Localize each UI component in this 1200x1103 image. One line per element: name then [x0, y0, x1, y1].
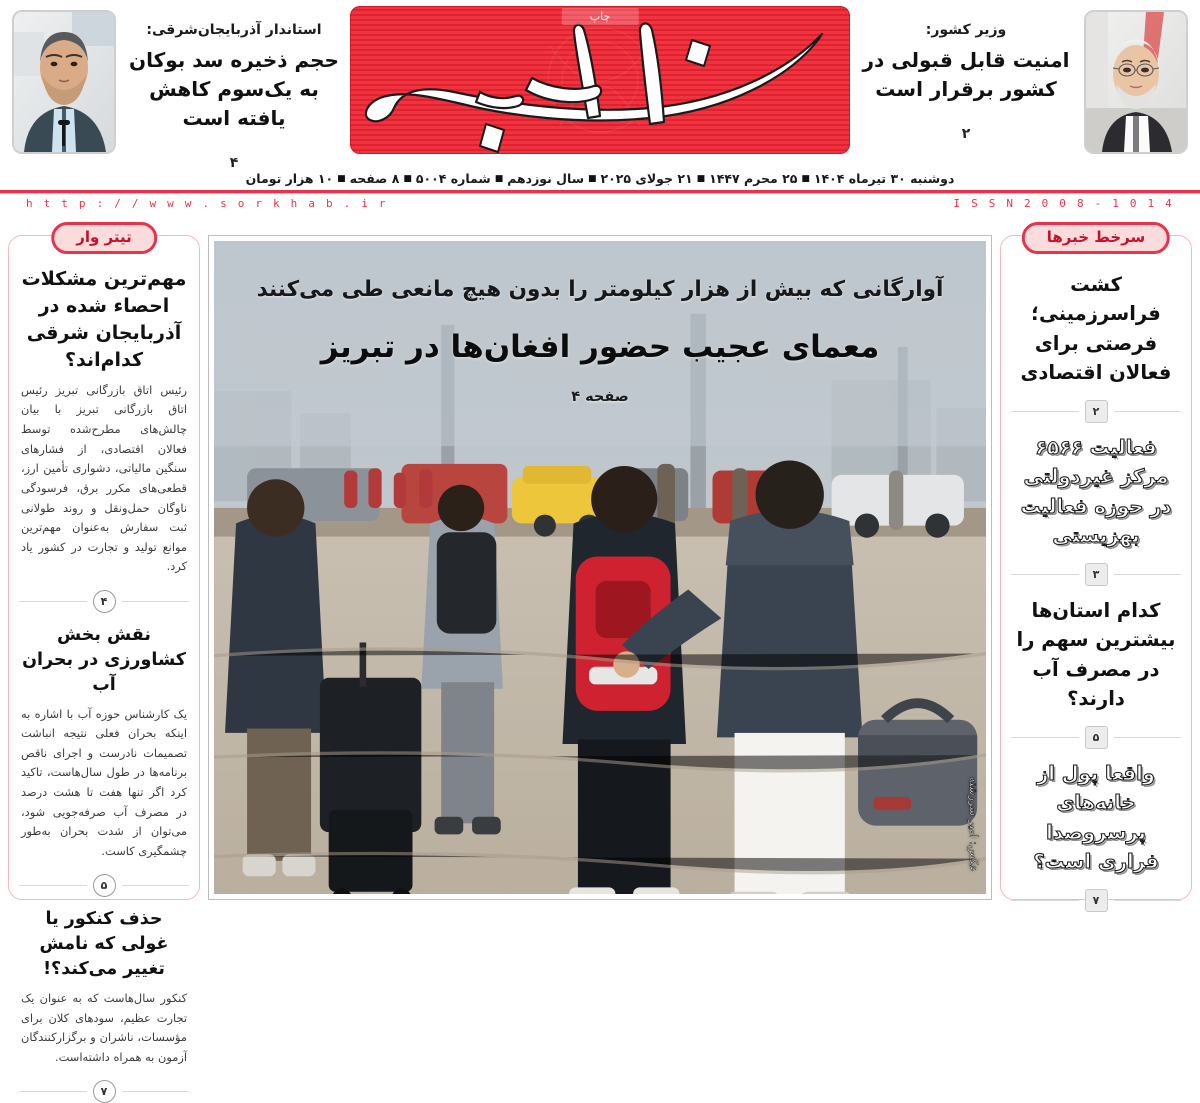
titervar-item-headline[interactable]: حذف کنکور یا غولی که نامش تغییر می‌کند؟! [39, 909, 169, 980]
headline-item-title[interactable]: فعالیت ۶۵۶۶ مرکز غیردولتی در حوزه فعالیت بهزیستی [1020, 436, 1172, 547]
header-right-page-number: ۲ [961, 126, 971, 142]
headline-item-title[interactable]: کشت فراسرزمینی؛ فرصتی برای فعالان اقتصادی [1020, 273, 1172, 384]
main-photo[interactable] [214, 241, 986, 894]
main-story-kicker: آوارگانی که بیش از هزار کیلومتر را بدون هیچ مانعی طی می‌کنند [256, 277, 944, 302]
section-divider [1011, 563, 1181, 586]
section-divider [19, 1080, 189, 1103]
header-left-kicker: استاندار آذربایجان‌شرقی: [146, 22, 322, 38]
section-divider [1011, 889, 1181, 912]
date-separator: ■ [494, 174, 504, 184]
titervar-item-headline[interactable]: مهم‌ترین مشکلات احصاء شده در آذربایجان شرقی کدام‌اند؟ [21, 268, 187, 371]
headlines-card [1000, 228, 1192, 907]
main-story-overlay [214, 275, 986, 405]
header-right-text [860, 10, 1072, 142]
page-header [0, 0, 1200, 171]
main-story-headline[interactable]: معمای عجیب حضور افغان‌ها در تبریز [320, 329, 880, 366]
left-sidebar-column [8, 222, 200, 1099]
section-divider [19, 874, 189, 897]
headline-item-title[interactable]: کدام استان‌ها بیشترین سهم را در مصرف آب دارند؟ [1016, 599, 1176, 710]
page-number-chip[interactable]: ۴ [93, 590, 116, 613]
logo-tagline: چاپ [562, 8, 639, 25]
date-separator: ■ [588, 174, 597, 184]
date-part: ۸ صفحه [349, 171, 400, 186]
titervar-item-headline[interactable]: نقش بخش کشاورزی در بحران آب [22, 624, 186, 695]
main-story-column [208, 222, 992, 900]
header-right-title[interactable]: امنیت قابل قبولی در کشور برقرار است [862, 48, 1070, 101]
issue-date-line [0, 168, 1200, 190]
titervar-badge: تیتر وار [51, 222, 157, 254]
page-number-chip[interactable]: ۵ [93, 874, 116, 897]
titervar-card [8, 228, 200, 1099]
titervar-item[interactable] [19, 266, 189, 577]
page-number-chip[interactable]: ۳ [1085, 563, 1108, 586]
date-separator: ■ [696, 174, 706, 184]
header-right-kicker: وزیر کشور: [925, 22, 1007, 38]
section-divider [1011, 726, 1181, 749]
headlines-badge: سرخط خبرها [1022, 222, 1170, 254]
website-url[interactable]: h t t p : / / w w w . s o r k h a b . i r [26, 197, 388, 210]
right-sidebar-column [1000, 222, 1192, 907]
date-part: شماره ۵۰۰۴ [415, 171, 491, 186]
headline-item[interactable] [1011, 270, 1181, 387]
section-divider [19, 590, 189, 613]
date-separator: ■ [801, 174, 810, 184]
header-left-page-number: ۴ [229, 155, 239, 171]
date-separator: ■ [403, 174, 412, 184]
governor-portrait-photo [12, 10, 116, 154]
headlines-list [1011, 270, 1181, 912]
page-number-chip[interactable]: ۷ [1085, 889, 1108, 912]
main-story-page-ref: صفحه ۴ [571, 388, 629, 405]
masthead [340, 0, 860, 154]
website-issn-bar [0, 194, 1200, 214]
headline-item-title[interactable]: واقعا پول از خانه‌های پرسروصدا فراری است؟ [1033, 762, 1159, 873]
section-divider [1011, 400, 1181, 423]
minister-portrait-photo [1084, 10, 1188, 154]
date-separator: ■ [337, 174, 346, 184]
date-part: ۲۵ محرم ۱۴۴۷ [709, 171, 798, 186]
titervar-item[interactable] [19, 907, 189, 1067]
issn-number: I S S N 2 0 0 8 - 1 0 1 4 [953, 197, 1174, 210]
main-photo-frame [208, 235, 992, 900]
date-part: سال نوزدهم [507, 171, 584, 186]
headline-item[interactable] [1011, 596, 1181, 713]
photo-credit: عکس: امیر سررشته [967, 777, 980, 872]
header-left-block [0, 0, 340, 171]
page-number-chip[interactable]: ۲ [1085, 400, 1108, 423]
titervar-item-body: رئیس اتاق بازرگانی تبریز رئیس اتاق بازرگانی تبریز با بیان چالش‌های مطرح‌شده توسط فعالان اقتصادی، از فشارهای سنگین مالیاتی، دشواری تأمین ارز، قطعی‌های مکرر برق، فرسودگی ناوگان حمل‌ونقل و روند طولانی ثبت سفارش به‌عنوان مهم‌ترین موانع تولید و تجارت در کشور یاد کرد. [21, 382, 187, 574]
date-part: ۲۱ جولای ۲۰۲۵ [600, 171, 693, 186]
titervar-item-body: کنکور سال‌هاست که به عنوان یک تجارت عظیم، سودهای کلان برای مؤسسات، ناشران و برگزارکنندگان آزمون به همراه داشته‌است. [21, 990, 187, 1064]
date-part: دوشنبه ۳۰ تیرماه ۱۴۰۴ [813, 171, 955, 186]
headline-item[interactable] [1011, 759, 1181, 876]
header-right-block [860, 0, 1200, 154]
page-number-chip[interactable]: ۵ [1085, 726, 1108, 749]
headline-item[interactable] [1011, 433, 1181, 550]
header-left-text [128, 10, 340, 171]
titervar-item-body: یک کارشناس حوزه آب با اشاره به اینکه بحران فعلی نتیجه انباشت تصمیمات نادرست و اجرای ناقص برنامه‌ها در طول سال‌هاست، تاکید کرد اگر تنها هفت تا هشت درصد در مصرف آب صرفه‌جویی شود، می‌توان از شدت بحران به‌طور چشمگیری کاست. [21, 706, 187, 858]
page-number-chip[interactable]: ۷ [93, 1080, 116, 1103]
date-bar-wrapper [0, 168, 1200, 214]
titervar-list [19, 266, 189, 1103]
titervar-item[interactable] [19, 623, 189, 861]
header-left-title[interactable]: حجم ذخیره سد بوکان به یک‌سوم کاهش یافته است [129, 48, 339, 130]
paper-logo[interactable] [350, 6, 850, 154]
page-body [0, 214, 1200, 1099]
date-part: ۱۰ هزار تومان [245, 171, 334, 186]
